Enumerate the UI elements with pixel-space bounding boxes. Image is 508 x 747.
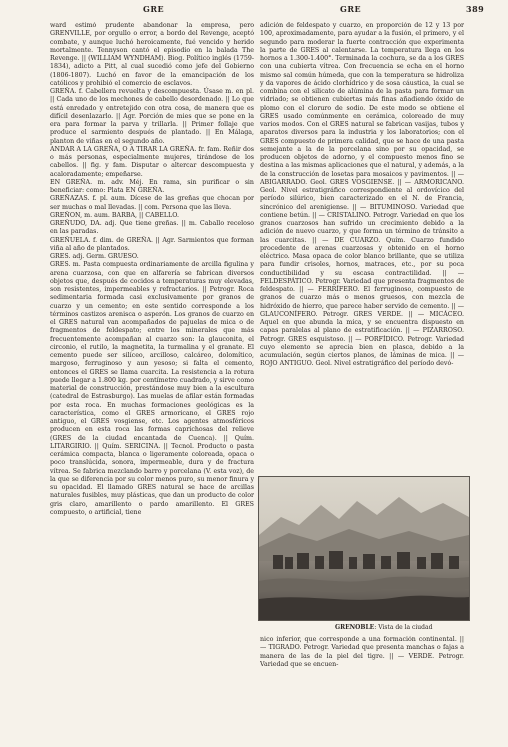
caption-place: GRENOBLE (335, 624, 375, 631)
paragraph: GREÑAZAS. f. pl. aum. Dícese de las greñas que chocan por ser muchas o mal llevadas. || com. Persona que las lleva. (50, 195, 254, 211)
left-column (50, 22, 254, 734)
paragraph: GREÑUELA. f. dim. de GREÑA. || Agr. Sarmientos que forman viña al año de plantados. (50, 236, 254, 252)
paragraph: GRES. adj. Germ. GRUESO. (50, 253, 139, 260)
paragraph: GREÑON, m. aum. BARBA, || CABELLO. (50, 211, 179, 219)
paragraph: ANDAR A LA GREÑA, O A TIRAR LA GREÑA. fr. fam. Reñir dos o más personas, especialmente mujeres, tirándose de los cabellos. || fig. y fam. Disputar o altercar descompuesta y acaloradamente; empeñarse. (50, 145, 254, 178)
running-head-middle: GRE (340, 4, 362, 14)
page-number: 389 (466, 4, 485, 14)
photo-illustration (259, 477, 469, 620)
paragraph: GRES. m. Pasta compuesta ordinariamente de arcilla figulina y arena cuarzosa, con que en alfarería se fabrican diversos objetos que, después de cocidos a temperaturas muy elevadas, son resistentes, impermeables y refractarios. || Petrogr. Roca sedimentaria formada casi exclusivamente por granos de cuarzo y un cemento; en este sentido corresponde a los términos castizos arenisca o asperón. Los granos de cuarzo en el GRES natural van acompañados de pajuelas de mica o de fragmentos de feldespato; entre los minerales que más frecuentemente acompañan al cuarzo son: la glauconita, el circonio, el rutilo, la magnetita, la turmalina y el granate. El cemento puede ser silíceo, arcilloso, calcáreo, dolomítico, margoso, ferruginoso y aun yesoso; si falta el cemento, entonces el GRES se llama cuarcita. La resistencia a la rotura puede llegar a 1.800 kg. por centímetro cuadrado, y sirve como material de construcción, prestándose muy bien a la escultura (catedral de Estrasburgo). Las muelas de afilar están formadas por esta roca. En muchas formaciones geológicas es la característica, como el GRES armoricano, el GRES rojo antiguo, el GRES vosgiense, etc. Los agentes atmosféricos producen en esta roca las formas caprichosas del relieve (GRES de la ciudad encantada de Cuenca). || Quím. LITARGIRIO. || Quím. SERICINA. || Tecnol. Producto o pasta cerámica compacta, blanca o ligeramente coloreada, opaca o poco translúcida, sonora, impermeable, dura y de fractura vítrea. Se fabrica mezclando barro y porcelana (V. esta voz), de la que se diferencia por su color menos puro, su menor finura y su opacidad. El llamado GRES natural se hace de arcillas naturales fusibles, muy plásticas, que dan un producto de color gris claro, amarillento o pardo amarillento. El GRES compuesto, o artificial, tiene (50, 261, 254, 516)
city-photo (258, 476, 470, 621)
caption-text: Vista de la ciudad (378, 624, 433, 631)
running-head-left: GRE (143, 4, 165, 14)
paragraph: GREÑA. f. Cabellera revuelta y descompuesta. Úsase m. en pl. || Cada uno de los mechones de cabello desordenado. || Lo que está enredado y entretejido con otra cosa, de manera que es difícil desenlazarlo. || Agr. Porción de mies que se pone en la era para formar la parva y trillarla. || Primer follaje que produce el sarmiento después de plantado. || En Málaga, planton de viñas en el segundo año. (50, 88, 254, 145)
figure-caption: GRENOBLE: Vista de la ciudad (335, 624, 433, 631)
paragraph: ward estimó prudente abandonar la empresa, pero GRENVILLE, por orgullo o error, a bordo del Revenge, aceptó combate, y aunque luchó heroicamente, fué vencido y herido mortalmente. Tennyson cantó el episodio en la balada The Revenge. || (WILLIAM WYNDHAM). Biog. Político inglés (1759-1834), adicto a Pitt, al cual sucedió como jefe del Gobierno (1806-1807). Luchó en favor de la emancipación de los católicos y prohibió el comercio de esclavos. (50, 22, 254, 87)
paragraph: EN GREÑA. m. adv. Méj. En rama, sin purificar o sin beneficiar: como: Plata EN GREÑA. (50, 178, 254, 194)
paragraph: GREÑUDO, DA. adj. Que tiene greñas. || m. Caballo receloso en las paradas. (50, 220, 254, 236)
paragraph: nico inferior, que corresponde a una formación continental. || — TIGRADO. Petrogr. Variedad que presenta manchas o fajas a manera de las de la piel del tigre. || — VERDE. Petrogr. Variedad que se encuen- (260, 636, 464, 668)
right-column-continuation (260, 636, 464, 738)
right-column (260, 22, 464, 474)
paragraph: adición de feldespato y cuarzo, en proporción de 12 y 13 por 100, aproximadamente, para ayudar a la fusión, el primero, y el segundo para moderar la fuerte contracción que experimenta la parte de GRES al calentarse. La temperatura llega en los hornos a 1.300-1.400°. Terminada la cochura, se da a los GRES con una cubierta vítrea. Con frecuencia se echa en el horno mismo sal común húmeda, que con la temperatura se hidroliza y da vapores de ácido clorhídrico y de sosa cáustica, la cual se combina con el silicato de alúmina de la pasta para formar un vidriado; se obtienen cubiertas más finas añadiendo óxido de plomo con el cloruro de sodio. De este modo se obtiene el GRES usado comúnmente en cerámica, coloreado de muy varios modos. Con el GRES natural se fabrican vasijas, tubos y aparatos diversos para la industria y los laboratorios; con el GRES compuesto de primera calidad, que se hace de una pasta semejante a la de la porcelana sino por su opacidad, se producen objetos de adorno, y el compuesto menos fino se destina a las mismas aplicaciones que el natural, y además, a la de la construcción de losetas para mosaicos y pavimentos. || — ABIGARRADO. Geol. GRES VOSGIENSE. || — ARMORICANO. Geol. Nivel estratigráfico correspondiente al ordovícico del período silúrico, bien caracterizado en el N. de Francia, sincrónico del arenigiense. || — BITUMINOSO. Variedad que contiene betún. || — CRISTALINO. Petrogr. Variedad en que los granos cuarzosos han sufrido un crecimiento debido a la adición de nuevo cuarzo, y que forma un término de tránsito a las cuarcitas. || — DE CUARZO. Quím. Cuarzo fundido procedente de arenas cuarzosas y obtenido en el horno eléctrico. Masa opaca de color blanco brillante, que se utiliza para fundir crisoles, hornos, matraces, etc., por su poca conductibilidad y su escasa contractilidad. || — FELDESPÁTICO. Petrogr. Variedad que presenta fragmentos de feldespato. || — FERRÍFERO. El ferruginoso, compuesto de granos de cuarzo más o menos gruesos, con mezcla de hidróxido de hierro, que parece haber servido de cemento. || — GLAUCONÍFERO. Petrogr. GRES VERDE. || — MICÁCEO. Aquel en que abunda la mica, y se encuentra dispuesto en capas paralelas al plano de estratificación. || — PIZARROSO. Petrogr. GRES esquistoso. || — PORFÍDICO. Petrogr. Variedad cuyo elemento se aprecia bien en plasca, debido a la acumulación, según ciertos planos, de láminas de mica. || — ROJO ANTIGUO. Geol. Nivel estratigráfico del período devó- (260, 22, 464, 368)
